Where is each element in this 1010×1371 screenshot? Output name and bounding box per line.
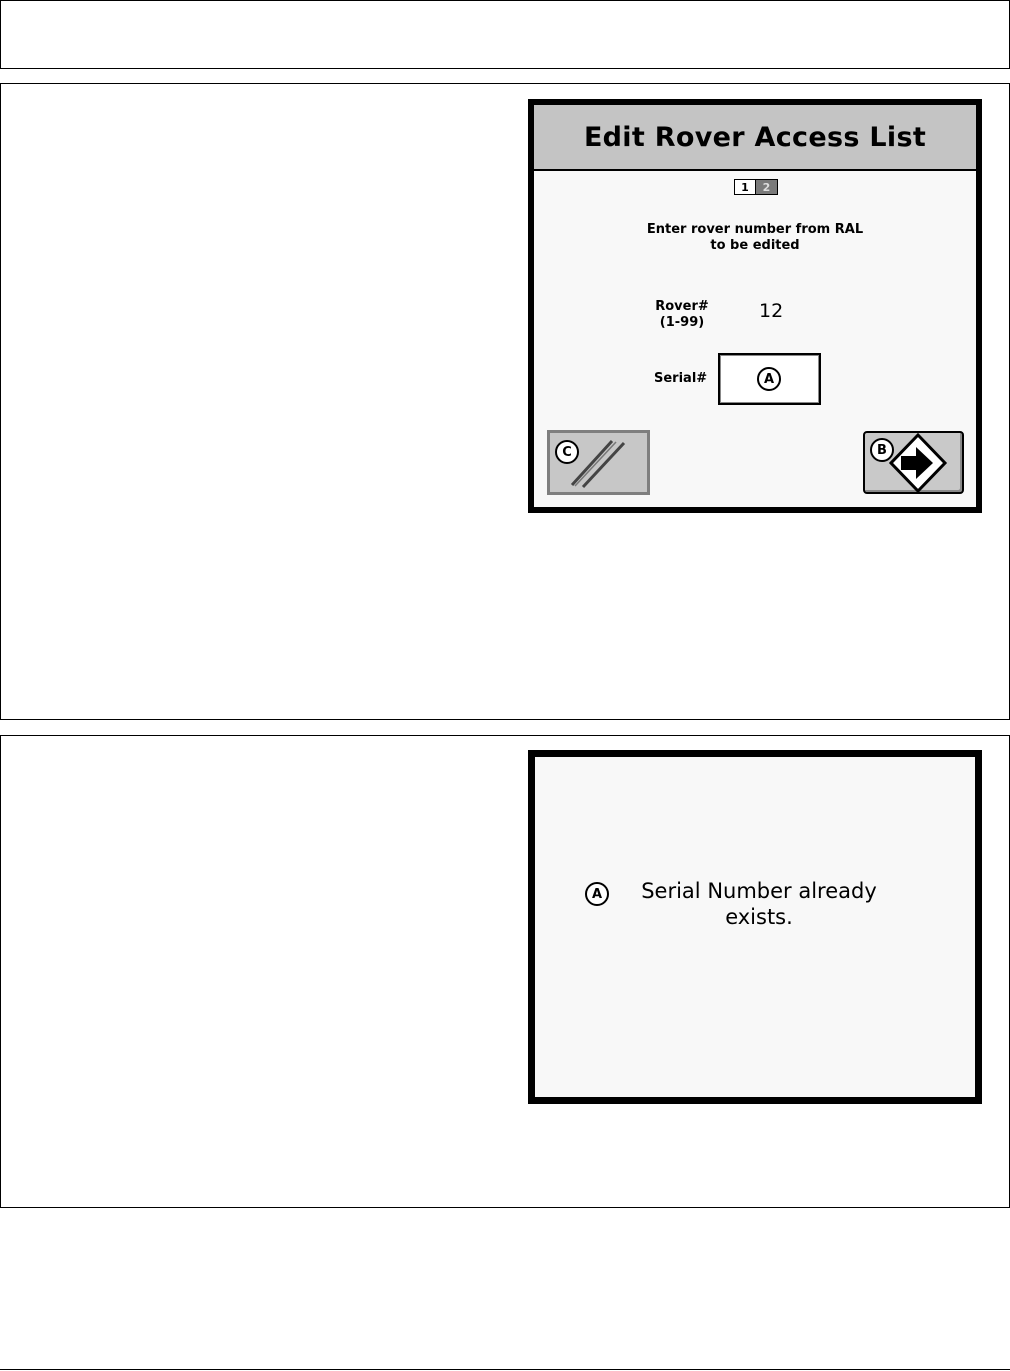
header-frame <box>0 0 1010 69</box>
rover-label-text: Rover# <box>655 299 709 314</box>
callout-c: C <box>555 440 579 464</box>
error-message-line-2: exists. <box>725 905 793 929</box>
callout-a: A <box>757 367 781 391</box>
page-1-tab[interactable]: 1 <box>734 179 756 195</box>
page-title: Edit Rover Access List <box>583 121 927 153</box>
error-message <box>619 878 899 930</box>
callout-a-error: A <box>585 882 609 906</box>
error-message-line-1: Serial Number already <box>641 879 877 903</box>
serial-exists-error-screen <box>528 750 982 1104</box>
page-2-tab[interactable]: 2 <box>756 179 778 195</box>
instruction-line-1: Enter rover number from RAL <box>646 222 864 237</box>
enter-button[interactable] <box>863 431 964 494</box>
title-bar <box>534 105 976 171</box>
edit-rover-access-list-screen <box>528 99 982 513</box>
rover-number-label <box>632 299 732 331</box>
rover-number-value[interactable]: 12 <box>759 300 784 322</box>
cancel-button[interactable] <box>547 430 650 495</box>
callout-b: B <box>870 438 894 462</box>
page-indicator <box>734 179 778 195</box>
instruction-text <box>534 222 976 254</box>
rover-range-text: (1-99) <box>659 315 705 330</box>
page-bottom-rule <box>0 1369 1010 1370</box>
serial-number-input[interactable] <box>718 353 821 405</box>
serial-number-label: Serial# <box>654 371 708 386</box>
instruction-line-2: to be edited <box>710 238 800 253</box>
